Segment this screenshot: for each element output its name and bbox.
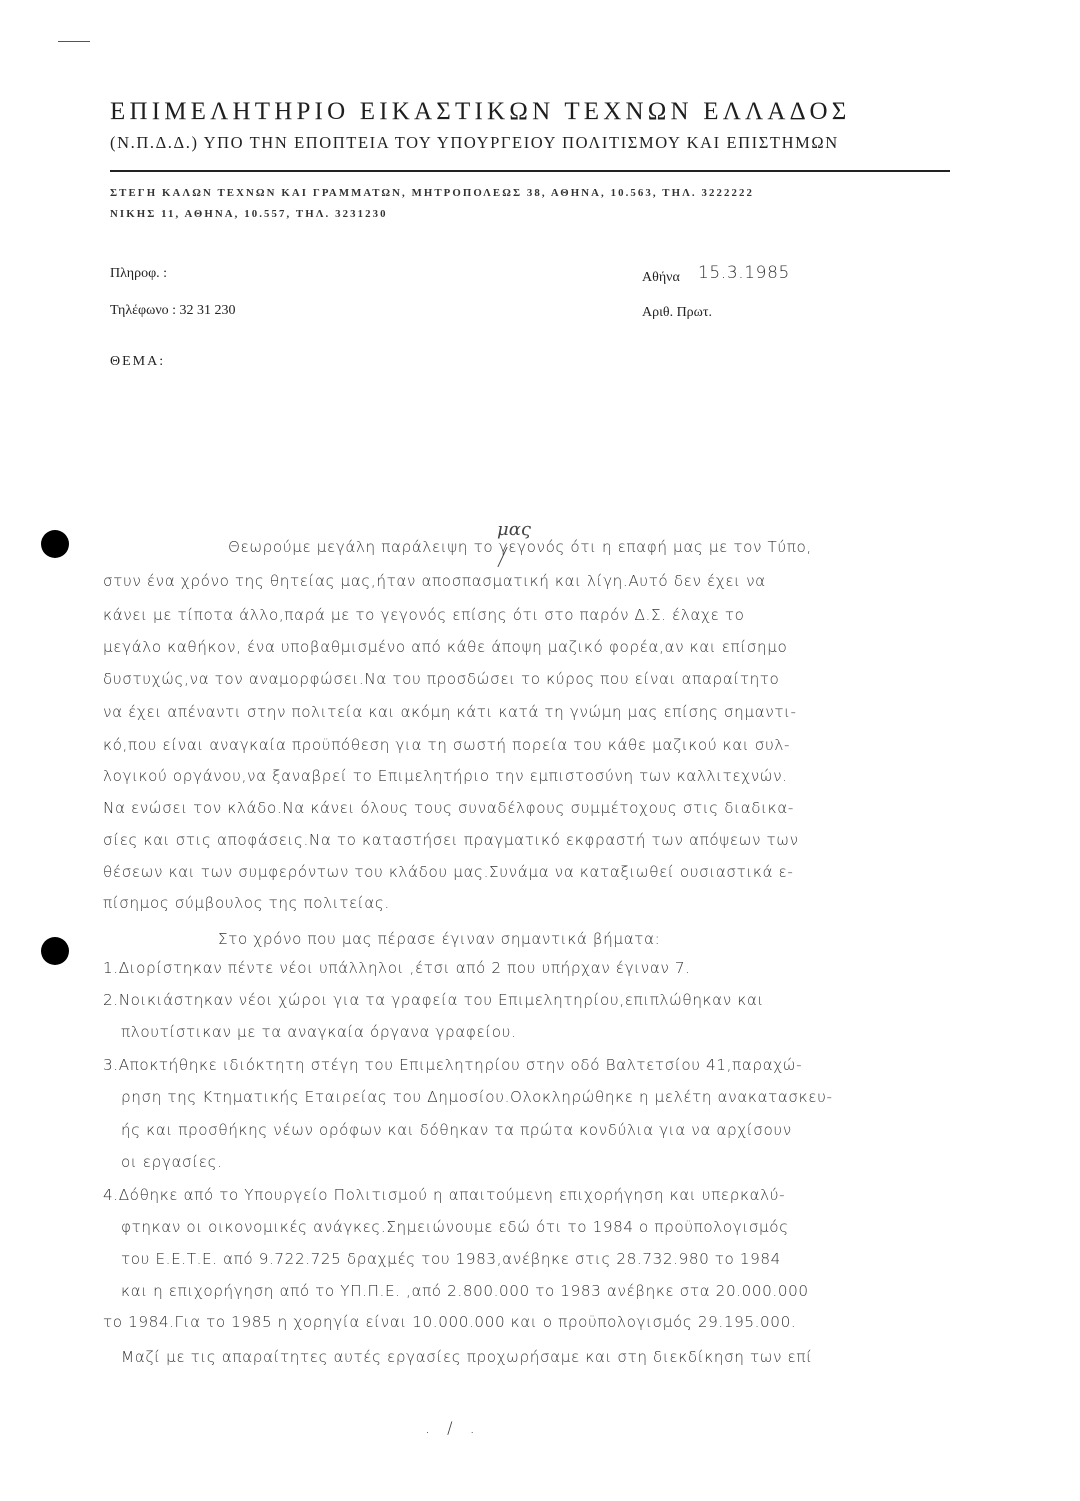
body-line: φτηκαν οι οικονομικές ανάγκες.Σημειώνουμε εδώ ότι το 1984 ο προϋπολογισμός (121, 1218, 789, 1236)
body-line: να έχει απέναντι στην πολιτεία και ακόμη κάτι κατά τη γνώμη μας επίσης σημαντι- (103, 703, 797, 721)
punch-hole (41, 937, 69, 965)
protocol-label: Αριθ. Πρωτ. (642, 305, 713, 320)
body-line: και η επιχορήγηση από το ΥΠ.Π.Ε. ,από 2.800.000 το 1983 ανέβηκε στα 20.000.000 (121, 1282, 809, 1300)
date: 15.3.1985 (698, 263, 790, 283)
phone-label: Τηλέφωνο : 32 31 230 (110, 303, 236, 318)
body-line: κάνει με τίποτα άλλο,παρά με το γεγονός επίσης ότι στο παρόν Δ.Σ. έλαχε το (103, 606, 745, 624)
body-line: 1.Διορίστηκαν πέντε νέοι υπάλληλοι ,έτσι από 2 που υπήρχαν έγιναν 7. (103, 959, 691, 977)
body-line: οι εργασίες. (121, 1153, 223, 1171)
body-line: του Ε.Ε.Τ.Ε. από 9.722.725 δραχμές του 1983,ανέβηκε στις 28.732.980 το 1984 (121, 1250, 781, 1268)
punch-hole (41, 530, 69, 558)
body-line: Θεωρούμε μεγάλη παράλειψη το γεγονός ότι η επαφή μας με τον Τύπο, (228, 538, 812, 556)
body-line: λογικού οργάνου,να ξαναβρεί το Επιμελητήριο την εμπιστοσύνη των καλλιτεχνών. (103, 767, 788, 785)
body-line: πίσημος σύμβουλος της πολιτείας. (103, 894, 390, 912)
letterhead-title: ΕΠΙΜΕΛΗΤΗΡΙΟ ΕΙΚΑΣΤΙΚΩΝ ΤΕΧΝΩΝ ΕΛΛΑΔΟΣ (110, 98, 851, 125)
letterhead-subtitle: (Ν.Π.Δ.Δ.) ΥΠΟ ΤΗΝ ΕΠΟΠΤΕΙΑ ΤΟΥ ΥΠΟΥΡΓΕΙΟΥ ΠΟΛΙΤΙΣΜΟΥ ΚΑΙ ΕΠΙΣΤΗΜΩΝ (110, 133, 839, 152)
body-line: ρηση της Κτηματικής Εταιρείας του Δημοσίου.Ολοκληρώθηκε η μελέτη ανακατασκευ- (121, 1088, 833, 1106)
letterhead-address-2: ΝΙΚΗΣ 11, ΑΘΗΝΑ, 10.557, ΤΗΛ. 3231230 (110, 208, 388, 220)
handwritten-annotation: μας (497, 519, 531, 540)
body-line: 3.Αποκτήθηκε ιδιόκτητη στέγη του Επιμελητηρίου στην οδό Βαλτετσίου 41,παραχώ- (103, 1056, 803, 1074)
letterhead-rule (110, 170, 950, 172)
body-line: στυν ένα χρόνο της θητείας μας,ήταν αποσπασματική και λίγη.Αυτό δεν έχει να (103, 572, 766, 590)
letterhead-address-1: ΣΤΕΓΗ ΚΑΛΩΝ ΤΕΧΝΩΝ ΚΑΙ ΓΡΑΜΜΑΤΩΝ, ΜΗΤΡΟΠΟΛΕΩΣ 38, ΑΘΗΝΑ, 10.563, ΤΗΛ. 3222222 (110, 187, 755, 199)
body-line: δυστυχώς,να τον αναμορφώσει.Να του προσδώσει το κύρος που είναι απαραίτητο (103, 670, 780, 688)
place-label: Αθήνα (642, 270, 680, 285)
body-line: σίες και στις αποφάσεις.Να το καταστήσει πραγματικό εκφραστή των απόψεων των (103, 831, 799, 849)
info-label: Πληροφ. : (110, 266, 168, 281)
body-line: θέσεων και των συμφερόντων του κλάδου μας.Συνάμα να καταξιωθεί ουσιαστικά ε- (103, 863, 794, 881)
body-line: μεγάλο καθήκον, ένα υποβαθμισμένο από κάθε άποψη μαζικό φορέα,αν και επίσημο (103, 638, 788, 656)
subject-label: ΘΕΜΑ: (110, 354, 166, 369)
body-line: το 1984.Για το 1985 η χορηγία είναι 10.000.000 και ο προϋπολογισμός 29.195.000. (103, 1313, 797, 1331)
body-line: πλουτίστικαν με τα αναγκαία όργανα γραφείου. (121, 1023, 517, 1041)
body-line: Μαζί με τις απαραίτητες αυτές εργασίες προχωρήσαμε και στη διεκδίκηση των επί (121, 1348, 813, 1366)
body-line: Στο χρόνο που μας πέρασε έγιναν σημαντικά βήματα: (218, 930, 661, 948)
continuation-mark: . / . (425, 1418, 481, 1437)
body-line: κό,που είναι αναγκαία προϋπόθεση για τη σωστή πορεία του κάθε μαζικού και συλ- (103, 736, 791, 754)
body-line: Να ενώσει τον κλάδο.Να κάνει όλους τους συναδέλφους συμμέτοχους στις διαδικα- (103, 799, 794, 817)
scan-mark (58, 41, 90, 42)
body-line: ής και προσθήκης νέων ορόφων και δόθηκαν τα πρώτα κονδύλια για να αρχίσουν (121, 1121, 792, 1139)
body-line: 2.Νοικιάστηκαν νέοι χώροι για τα γραφεία του Επιμελητηρίου,επιπλώθηκαν και (103, 991, 764, 1009)
body-line: 4.Δόθηκε από το Υπουργείο Πολιτισμού η απαιτούμενη επιχορήγηση και υπερκαλύ- (103, 1186, 786, 1204)
